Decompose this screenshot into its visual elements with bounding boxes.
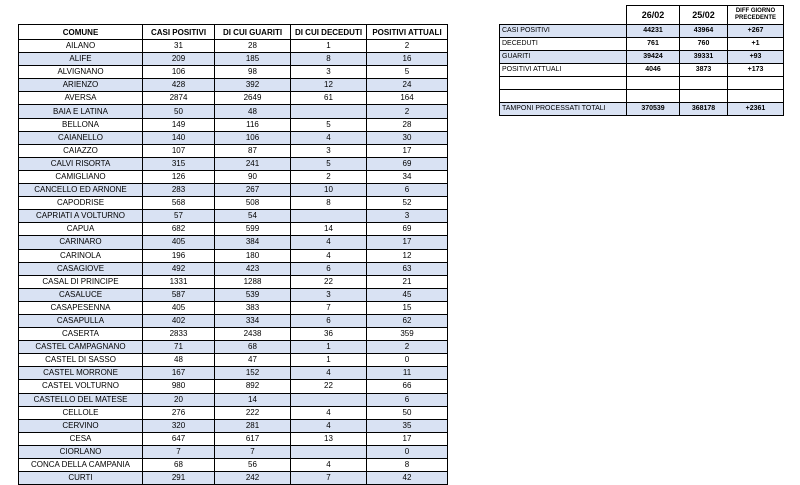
table-row [19,354,448,367]
cell-positivi-attuali: 5 [367,66,448,79]
summary-value: 368178 [680,103,728,116]
cell-deceduti: 13 [291,432,367,445]
cell-guariti: 392 [215,79,291,92]
comuni-header-row [19,25,448,40]
cell-casi-positivi: 276 [143,406,215,419]
cell-casi-positivi: 405 [143,236,215,249]
cell-positivi-attuali: 35 [367,419,448,432]
cell-positivi-attuali: 52 [367,197,448,210]
cell-positivi-attuali: 63 [367,262,448,275]
cell-casi-positivi: 405 [143,301,215,314]
cell-guariti: 241 [215,157,291,170]
cell-guariti: 48 [215,105,291,118]
cell-guariti: 2438 [215,328,291,341]
cell-deceduti: 4 [291,406,367,419]
cell-deceduti: 14 [291,223,367,236]
cell-positivi-attuali: 11 [367,367,448,380]
cell-casi-positivi: 647 [143,432,215,445]
cell-casi-positivi: 196 [143,249,215,262]
cell-guariti: 106 [215,131,291,144]
table-row [19,236,448,249]
cell-guariti: 7 [215,445,291,458]
cell-guariti: 334 [215,314,291,327]
summary-header-row [500,6,784,25]
comuni-table-body [19,40,448,485]
cell-positivi-attuali: 34 [367,170,448,183]
table-row [19,393,448,406]
table-row [19,223,448,236]
cell-guariti: 68 [215,341,291,354]
cell-positivi-attuali: 24 [367,79,448,92]
cell-casi-positivi: 68 [143,459,215,472]
cell-guariti: 508 [215,197,291,210]
header-casi-positivi: CASI POSITIVI [143,25,215,40]
header-guariti: DI CUI GUARITI [215,25,291,40]
cell-comune: CASAPESENNA [19,301,143,314]
cell-deceduti: 5 [291,157,367,170]
summary-header-date-yesterday: 25/02 [680,6,728,25]
summary-header-diff: DIFF GIORNO PRECEDENTE [728,6,784,25]
cell-casi-positivi: 57 [143,210,215,223]
cell-positivi-attuali: 21 [367,275,448,288]
cell-casi-positivi: 568 [143,197,215,210]
cell-guariti: 152 [215,367,291,380]
cell-positivi-attuali: 3 [367,210,448,223]
table-row [19,367,448,380]
cell-positivi-attuali: 28 [367,118,448,131]
summary-value: 760 [680,38,728,51]
cell-guariti: 14 [215,393,291,406]
cell-casi-positivi: 320 [143,419,215,432]
cell-guariti: 617 [215,432,291,445]
cell-comune: CASTELLO DEL MATESE [19,393,143,406]
cell-comune: BELLONA [19,118,143,131]
table-row [19,79,448,92]
cell-comune: CASAPULLA [19,314,143,327]
cell-guariti: 222 [215,406,291,419]
cell-deceduti: 3 [291,288,367,301]
cell-positivi-attuali: 16 [367,53,448,66]
cell-comune: CELLOLE [19,406,143,419]
summary-row [500,64,784,77]
summary-value: 4046 [627,64,680,77]
table-row [19,380,448,393]
cell-deceduti: 2 [291,170,367,183]
cell-positivi-attuali: 69 [367,223,448,236]
cell-casi-positivi: 587 [143,288,215,301]
cell-positivi-attuali: 66 [367,380,448,393]
cell-comune: CASTEL DI SASSO [19,354,143,367]
table-row [19,419,448,432]
cell-deceduti: 7 [291,472,367,485]
cell-guariti: 28 [215,40,291,53]
cell-guariti: 2649 [215,92,291,105]
cell-deceduti: 12 [291,79,367,92]
summary-value: 44231 [627,25,680,38]
summary-value: 39331 [680,51,728,64]
cell-casi-positivi: 126 [143,170,215,183]
table-row [19,53,448,66]
cell-guariti: 599 [215,223,291,236]
header-positivi-attuali: POSITIVI ATTUALI [367,25,448,40]
cell-comune: ALIFE [19,53,143,66]
cell-guariti: 180 [215,249,291,262]
cell-comune: CARINOLA [19,249,143,262]
cell-deceduti: 8 [291,53,367,66]
table-row [19,262,448,275]
summary-header-blank [500,6,627,25]
cell-casi-positivi: 140 [143,131,215,144]
cell-positivi-attuali: 0 [367,445,448,458]
table-row [19,92,448,105]
summary-label: GUARITI [500,51,627,64]
cell-casi-positivi: 31 [143,40,215,53]
cell-casi-positivi: 2874 [143,92,215,105]
cell-guariti: 87 [215,144,291,157]
cell-positivi-attuali: 359 [367,328,448,341]
cell-guariti: 242 [215,472,291,485]
cell-guariti: 116 [215,118,291,131]
cell-positivi-attuali: 12 [367,249,448,262]
cell-deceduti: 4 [291,419,367,432]
cell-guariti: 185 [215,53,291,66]
summary-value: +173 [728,64,784,77]
cell-positivi-attuali: 2 [367,40,448,53]
cell-comune: AVERSA [19,92,143,105]
cell-comune: CAPUA [19,223,143,236]
cell-positivi-attuali: 6 [367,393,448,406]
cell-deceduti: 6 [291,262,367,275]
cell-guariti: 90 [215,170,291,183]
cell-guariti: 423 [215,262,291,275]
cell-comune: CERVINO [19,419,143,432]
cell-guariti: 47 [215,354,291,367]
cell-comune: CASTEL VOLTURNO [19,380,143,393]
cell-deceduti: 22 [291,275,367,288]
summary-table-body [500,25,784,116]
cell-deceduti: 61 [291,92,367,105]
table-row [19,170,448,183]
summary-row [500,90,784,103]
cell-positivi-attuali: 17 [367,236,448,249]
summary-value: +93 [728,51,784,64]
cell-deceduti: 3 [291,144,367,157]
summary-value: 370539 [627,103,680,116]
summary-value: +2361 [728,103,784,116]
cell-deceduti: 7 [291,301,367,314]
cell-comune: CASALUCE [19,288,143,301]
cell-casi-positivi: 209 [143,53,215,66]
table-row [19,275,448,288]
cell-deceduti: 4 [291,459,367,472]
summary-value: 3873 [680,64,728,77]
cell-casi-positivi: 71 [143,341,215,354]
cell-comune: CAMIGLIANO [19,170,143,183]
cell-positivi-attuali: 17 [367,144,448,157]
summary-value: 761 [627,38,680,51]
cell-guariti: 54 [215,210,291,223]
cell-deceduti: 6 [291,314,367,327]
cell-guariti: 267 [215,184,291,197]
cell-comune: ARIENZO [19,79,143,92]
cell-positivi-attuali: 69 [367,157,448,170]
cell-casi-positivi: 315 [143,157,215,170]
table-row [19,144,448,157]
cell-comune: CANCELLO ED ARNONE [19,184,143,197]
cell-positivi-attuali: 30 [367,131,448,144]
cell-comune: CAIANELLO [19,131,143,144]
cell-casi-positivi: 402 [143,314,215,327]
cell-guariti: 56 [215,459,291,472]
cell-positivi-attuali: 0 [367,354,448,367]
cell-positivi-attuali: 50 [367,406,448,419]
cell-comune: CAPODRISE [19,197,143,210]
cell-casi-positivi: 2833 [143,328,215,341]
cell-deceduti: 4 [291,367,367,380]
summary-row [500,77,784,90]
cell-guariti: 281 [215,419,291,432]
cell-casi-positivi: 7 [143,445,215,458]
table-row [19,118,448,131]
table-row [19,131,448,144]
summary-value [627,77,680,90]
cell-comune: CIORLANO [19,445,143,458]
cell-comune: ALVIGNANO [19,66,143,79]
header-comune: COMUNE [19,25,143,40]
cell-comune: CESA [19,432,143,445]
cell-casi-positivi: 167 [143,367,215,380]
cell-deceduti: 4 [291,236,367,249]
summary-row [500,103,784,116]
cell-comune: CASTEL MORRONE [19,367,143,380]
summary-row [500,51,784,64]
table-row [19,249,448,262]
cell-deceduti [291,445,367,458]
comuni-table [18,24,448,485]
table-row [19,210,448,223]
cell-casi-positivi: 50 [143,105,215,118]
cell-casi-positivi: 48 [143,354,215,367]
cell-positivi-attuali: 164 [367,92,448,105]
cell-casi-positivi: 106 [143,66,215,79]
cell-guariti: 98 [215,66,291,79]
cell-casi-positivi: 107 [143,144,215,157]
cell-deceduti [291,105,367,118]
cell-casi-positivi: 1331 [143,275,215,288]
cell-deceduti: 4 [291,249,367,262]
cell-positivi-attuali: 2 [367,341,448,354]
cell-comune: CASERTA [19,328,143,341]
cell-casi-positivi: 149 [143,118,215,131]
cell-casi-positivi: 291 [143,472,215,485]
summary-label: TAMPONI PROCESSATI TOTALI [500,103,627,116]
cell-comune: CASAGIOVE [19,262,143,275]
summary-label: DECEDUTI [500,38,627,51]
table-row [19,40,448,53]
cell-casi-positivi: 20 [143,393,215,406]
cell-deceduti: 4 [291,131,367,144]
table-row [19,328,448,341]
summary-header-date-today: 26/02 [627,6,680,25]
cell-comune: CAIAZZO [19,144,143,157]
cell-guariti: 892 [215,380,291,393]
summary-value [728,90,784,103]
cell-casi-positivi: 682 [143,223,215,236]
summary-row [500,25,784,38]
cell-positivi-attuali: 17 [367,432,448,445]
table-row [19,432,448,445]
cell-comune: CARINARO [19,236,143,249]
summary-label [500,77,627,90]
table-row [19,445,448,458]
summary-row [500,38,784,51]
cell-deceduti: 3 [291,66,367,79]
summary-value [680,90,728,103]
cell-guariti: 1288 [215,275,291,288]
summary-value [627,90,680,103]
summary-label: POSITIVI ATTUALI [500,64,627,77]
cell-guariti: 539 [215,288,291,301]
cell-deceduti: 5 [291,118,367,131]
summary-value: 43964 [680,25,728,38]
table-row [19,314,448,327]
cell-guariti: 383 [215,301,291,314]
cell-comune: CURTI [19,472,143,485]
cell-comune: BAIA E LATINA [19,105,143,118]
table-row [19,341,448,354]
cell-comune: CASTEL CAMPAGNANO [19,341,143,354]
cell-deceduti: 1 [291,40,367,53]
summary-value: 39424 [627,51,680,64]
cell-deceduti [291,393,367,406]
cell-deceduti: 10 [291,184,367,197]
summary-value [680,77,728,90]
cell-guariti: 384 [215,236,291,249]
summary-value [728,77,784,90]
cell-comune: CALVI RISORTA [19,157,143,170]
table-row [19,472,448,485]
table-row [19,66,448,79]
header-deceduti: DI CUI DECEDUTI [291,25,367,40]
table-row [19,157,448,170]
cell-deceduti: 22 [291,380,367,393]
cell-positivi-attuali: 2 [367,105,448,118]
cell-comune: CASAL DI PRINCIPE [19,275,143,288]
cell-deceduti: 8 [291,197,367,210]
cell-casi-positivi: 428 [143,79,215,92]
cell-positivi-attuali: 42 [367,472,448,485]
summary-table [499,5,784,116]
cell-positivi-attuali: 45 [367,288,448,301]
cell-positivi-attuali: 8 [367,459,448,472]
cell-casi-positivi: 492 [143,262,215,275]
table-row [19,184,448,197]
cell-deceduti: 1 [291,354,367,367]
table-row [19,197,448,210]
summary-label [500,90,627,103]
cell-deceduti [291,210,367,223]
cell-positivi-attuali: 62 [367,314,448,327]
cell-casi-positivi: 283 [143,184,215,197]
table-row [19,459,448,472]
summary-value: +1 [728,38,784,51]
table-row [19,288,448,301]
cell-comune: CAPRIATI A VOLTURNO [19,210,143,223]
cell-comune: AILANO [19,40,143,53]
table-row [19,301,448,314]
table-row [19,406,448,419]
cell-comune: CONCA DELLA CAMPANIA [19,459,143,472]
summary-label: CASI POSITIVI [500,25,627,38]
cell-positivi-attuali: 6 [367,184,448,197]
cell-deceduti: 36 [291,328,367,341]
table-row [19,105,448,118]
cell-casi-positivi: 980 [143,380,215,393]
cell-deceduti: 1 [291,341,367,354]
cell-positivi-attuali: 15 [367,301,448,314]
summary-value: +267 [728,25,784,38]
